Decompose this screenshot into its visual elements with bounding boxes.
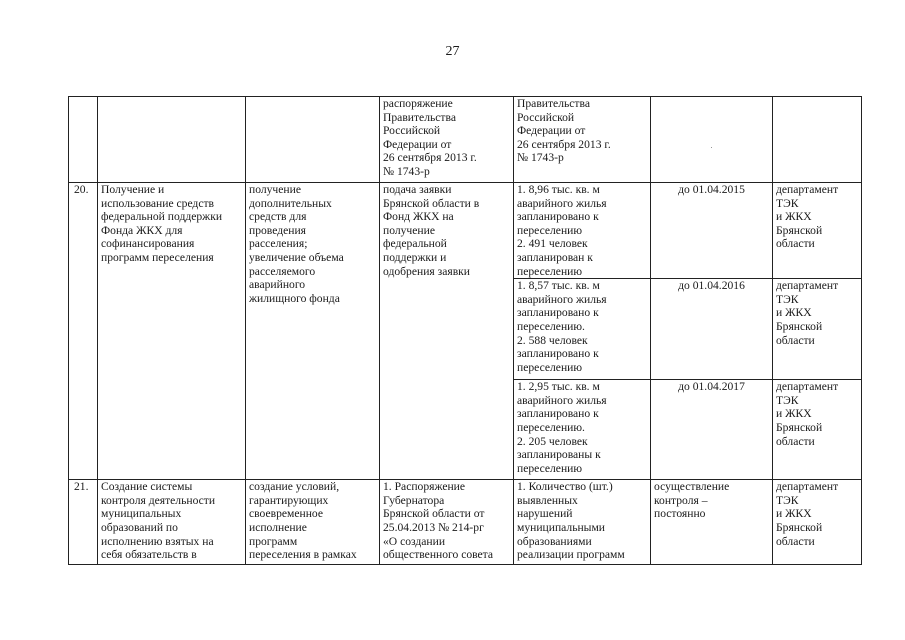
cell-indicator: 1. 2,95 тыс. кв. м аварийного жилья запланировано к переселению. 2. 205 человек запланированы к переселению [514,380,651,480]
cell-executor: департамент ТЭК и ЖКХ Брянской области [773,480,862,565]
cell-result: получение дополнительных средств для проведения расселения; увеличение объема расселяемого аварийного жилищного фонда [246,183,380,480]
cell-executor [773,97,862,183]
cell-event: Создание системы контроля деятельности муниципальных образований по исполнению взятых на себя обязательств в [98,480,246,565]
cell-indicator: 1. Количество (шт.) выявленных нарушений муниципальными образованиями реализации программ [514,480,651,565]
cell-executor: департамент ТЭК и ЖКХ Брянской области [773,183,862,279]
cell-basis: распоряжение Правительства Российской Федерации от 26 сентября 2013 г. № 1743-р [380,97,514,183]
cell-basis: подача заявки Брянской области в Фонд ЖКХ на получение федеральной поддержки и одобрения заявки [380,183,514,480]
cell-term: . [651,97,773,183]
cell-event [98,97,246,183]
cell-indicator: 1. 8,57 тыс. кв. м аварийного жилья запланировано к переселению. 2. 588 человек запланировано к переселению [514,279,651,380]
table-row-continuation [69,97,862,183]
cell-num [69,97,98,183]
cell-basis: 1. Распоряжение Губернатора Брянской области от 25.04.2013 № 214-рг «О создании общественного совета [380,480,514,565]
cell-num: 21. [69,480,98,565]
cell-result: создание условий, гарантирующих своевременное исполнение программ переселения в рамках [246,480,380,565]
cell-executor: департамент ТЭК и ЖКХ Брянской области [773,279,862,380]
table-row-20-a [69,183,862,279]
table-row-21 [69,480,862,565]
page-number: 27 [445,44,460,59]
cell-term: до 01.04.2017 [651,380,773,480]
cell-result [246,97,380,183]
cell-executor: департамент ТЭК и ЖКХ Брянской области [773,380,862,480]
cell-num: 20. [69,183,98,480]
cell-term: до 01.04.2015 [651,183,773,279]
measures-table [68,96,862,565]
cell-term: осуществление контроля – постоянно [651,480,773,565]
cell-indicator: 1. 8,96 тыс. кв. м аварийного жилья запланировано к переселению 2. 491 человек запланирован к переселению [514,183,651,279]
cell-indicator: Правительства Российской Федерации от 26 сентября 2013 г. № 1743-р [514,97,651,183]
cell-term: до 01.04.2016 [651,279,773,380]
cell-event: Получение и использование средств федеральной поддержки Фонда ЖКХ для софинансирования программ переселения [98,183,246,480]
